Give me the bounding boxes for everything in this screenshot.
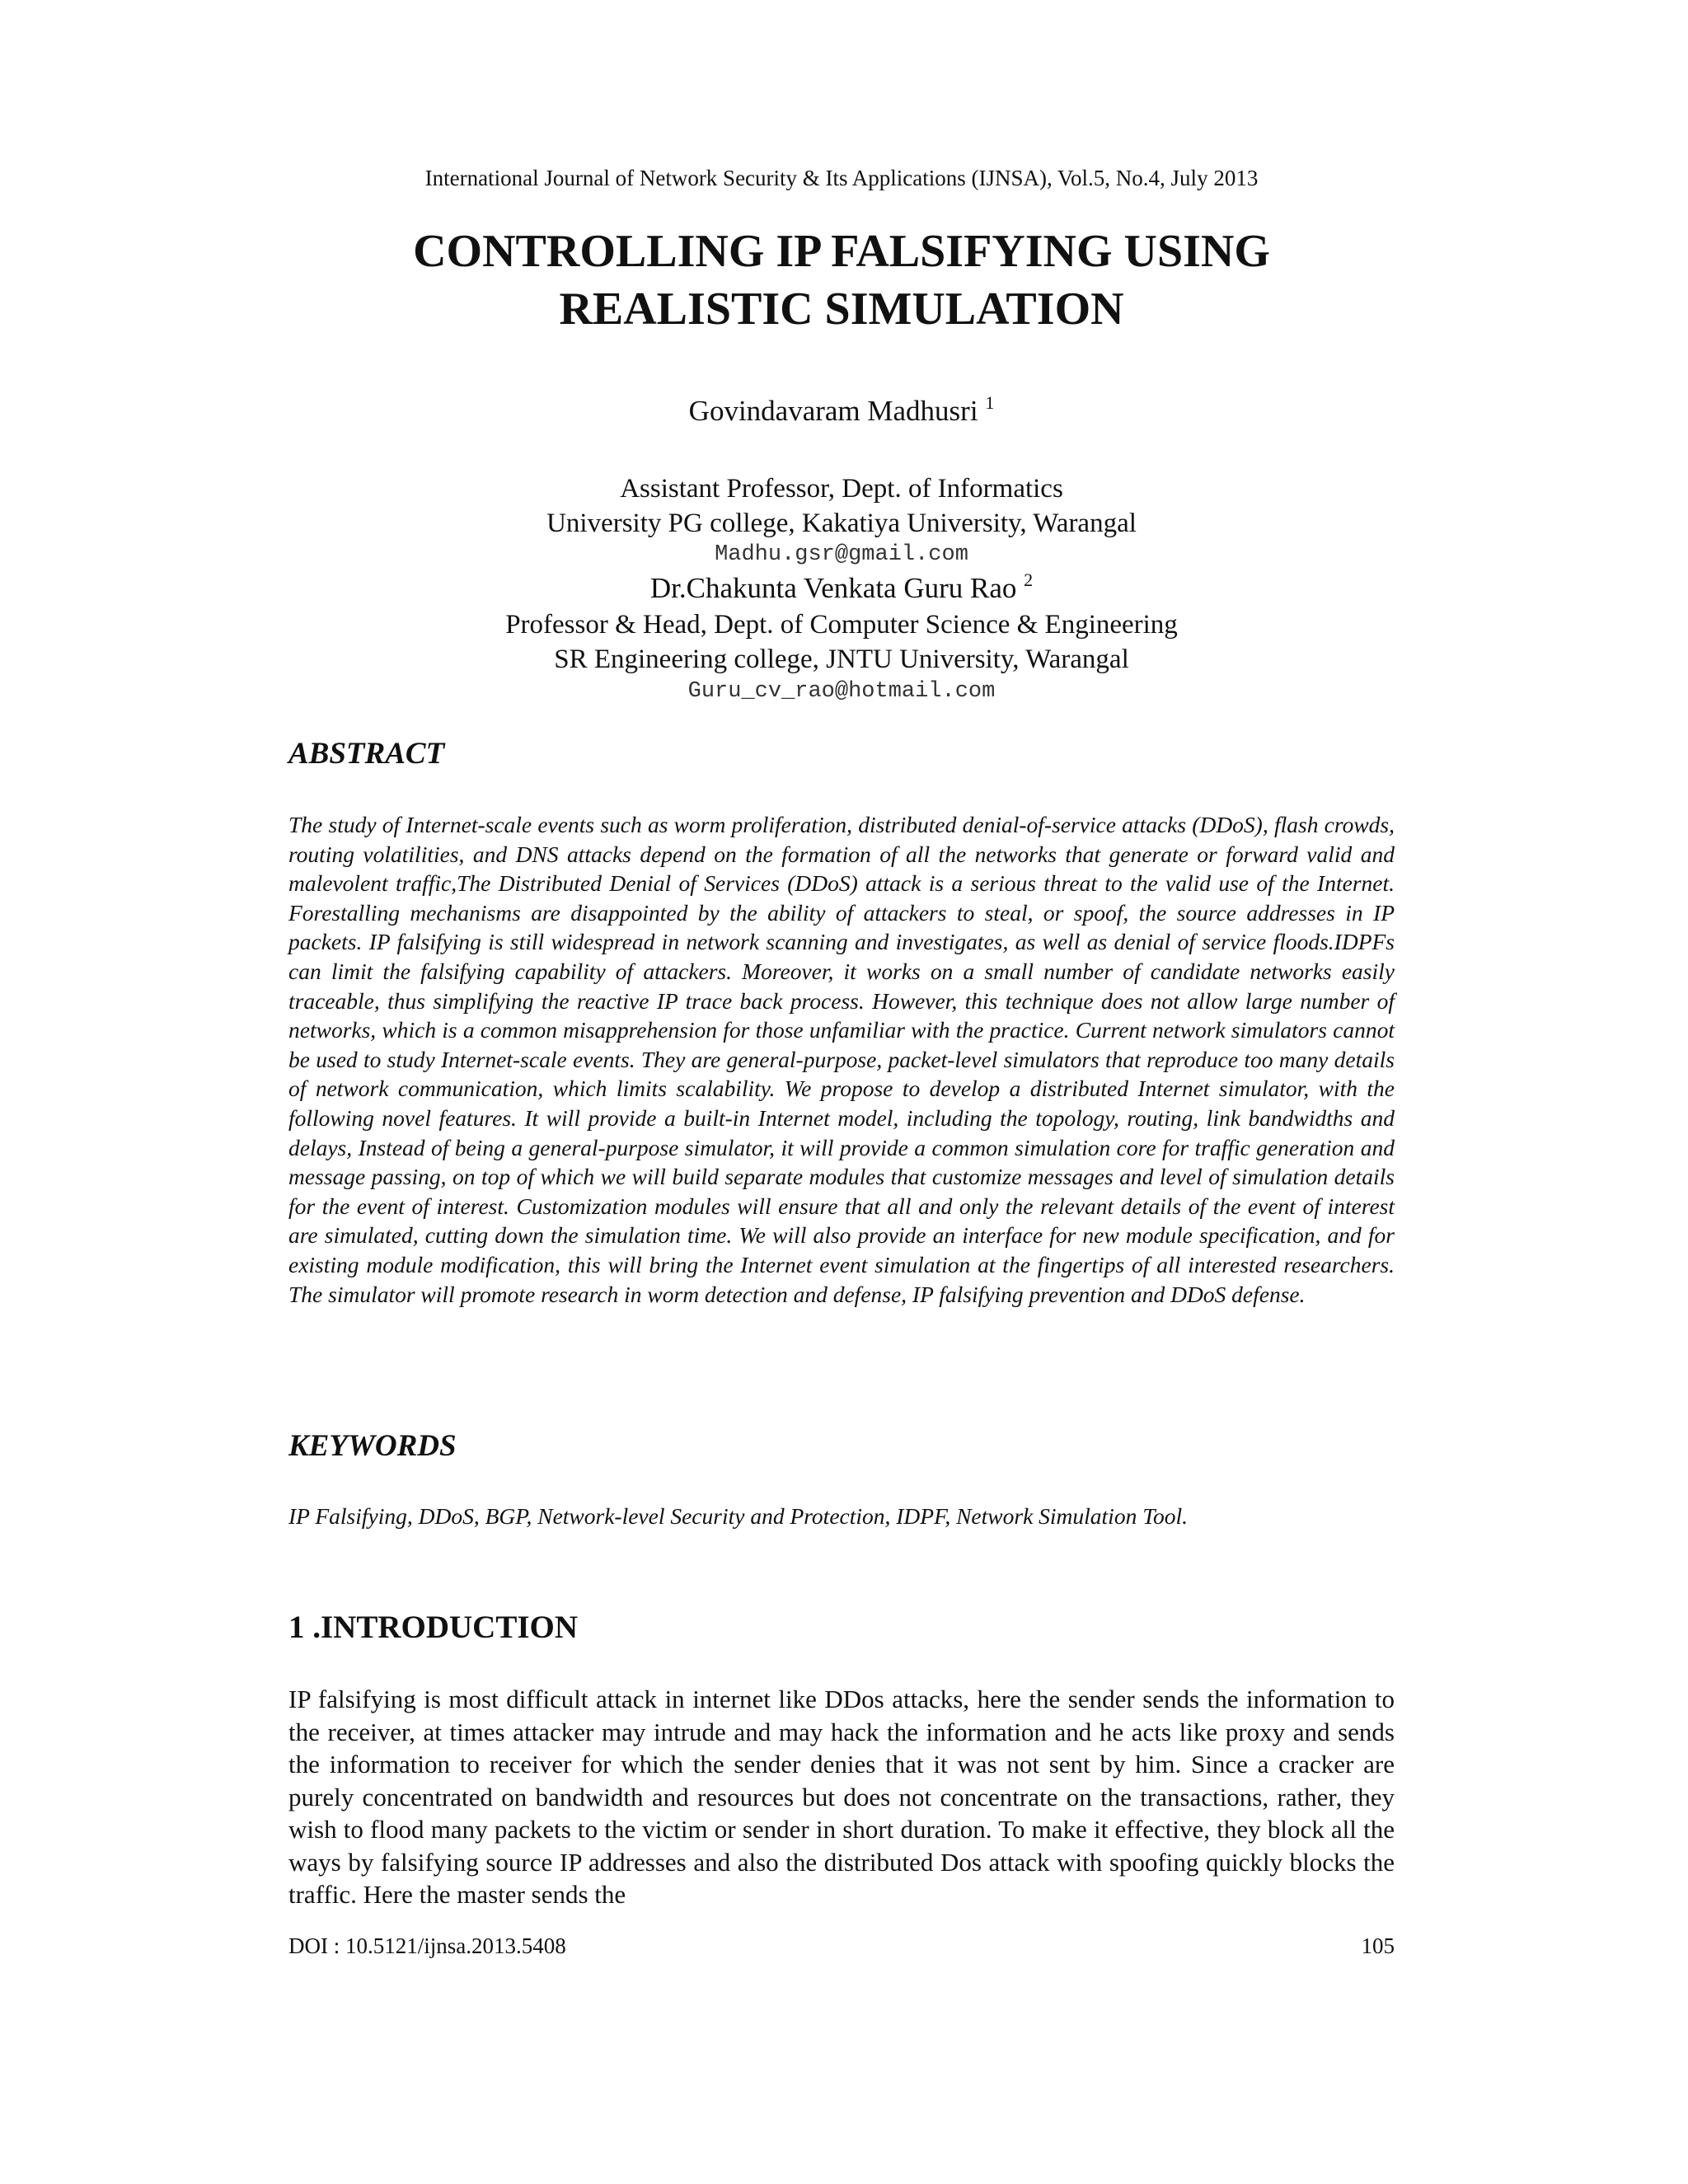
author-2-marker: 2: [1024, 569, 1034, 590]
author-1-name: [288, 393, 1395, 429]
abstract-heading: ABSTRACT: [288, 737, 445, 771]
author-2-name: [288, 570, 1395, 607]
paper-title-line-1: CONTROLLING IP FALSIFYING USING: [413, 226, 1270, 277]
author-1-email: Madhu.gsr@gmail.com: [715, 542, 968, 567]
author-1-name-text: Govindavaram Madhusri: [688, 395, 978, 427]
running-header: International Journal of Network Security & Its Applications (IJNSA), Vol.5, No.4, July 2013: [424, 166, 1259, 190]
doi-link[interactable]: DOI : 10.5121/ijnsa.2013.5408: [288, 1933, 566, 1958]
keywords-text: IP Falsifying, DDoS, BGP, Network-level Security and Protection, IDPF, Network Simulation Tool.: [288, 1503, 1188, 1529]
author-2-affiliation-line-1: Professor & Head, Dept. of Computer Science & Engineering: [505, 610, 1178, 640]
keywords-heading: KEYWORDS: [288, 1429, 457, 1463]
paper-title: [288, 223, 1395, 338]
paper-page: [288, 0, 1395, 2184]
abstract-text: The study of Internet-scale events such as worm proliferation, distributed denial-of-service attacks (DDoS), flash crowds, routing volatilities, and DNS attacks depend on the formation of all the networks that generate or forward valid and malevolent traffic,The Distributed Denial of Services (DDoS) attack is a serious threat to the valid use of the Internet. Forestalling mechanisms are disappointed by the ability of attackers to steal, or spoof, the source addresses in IP packets. IP falsifying is still widespread in network scanning and investigates, as well as denial of service floods.IDPFs can limit the falsifying capability of attackers. Moreover, it works on a small number of candidate networks easily traceable, thus simplifying the reactive IP trace back process. However, this technique does not allow large number of networks, which is a common misapprehension for those unfamiliar with the practice. Current network simulators cannot be used to study Internet-scale events. They are general-purpose, packet-level simulators that reproduce too many details of network communication, which limits scalability. We propose to develop a distributed Internet simulator, with the following novel features. It will provide a built-in Internet model, including the topology, routing, link bandwidths and delays, Instead of being a general-purpose simulator, it will provide a common simulation core for traffic generation and message passing, on top of which we will build separate modules that customize messages and level of simulation details for the event of interest. Customization modules will ensure that all and only the relevant details of the event of interest are simulated, cutting down the simulation time. We will also provide an interface for new module specification, and for existing module modification, this will bring the Internet event simulation at the fingertips of all interested researchers. The simulator will promote research in worm detection and defense, IP falsifying prevention and DDoS defense.: [288, 812, 1395, 1307]
author-2-affiliation-line-2: SR Engineering college, JNTU University, Warangal: [554, 644, 1129, 674]
author-1-affiliation-line-1: Assistant Professor, Dept. of Informatics: [620, 474, 1063, 504]
page-number: 105: [1361, 1933, 1395, 1958]
introduction-heading: 1 .INTRODUCTION: [288, 1610, 579, 1645]
introduction-text: IP falsifying is most difficult attack in internet like DDos attacks, here the sender sends the information to the receiver, at times attacker may intrude and may hack the information and he acts like proxy and sends the information to receiver for which the sender denies that it was not sent by him. Since a cracker are purely concentrated on bandwidth and resources but does not concentrate on the transactions, rather, they wish to flood many packets to the victim or sender in short duration. To make it effective, they block all the ways by falsifying source IP addresses and also the distributed Dos attack with spoofing quickly blocks the traffic. Here the master sends the: [288, 1685, 1395, 1909]
author-1-affiliation-line-2: University PG college, Kakatiya University, Warangal: [546, 509, 1137, 538]
author-1-marker: 1: [985, 392, 995, 413]
author-2-email: Guru_cv_rao@hotmail.com: [687, 679, 996, 704]
author-2-name-text: Dr.Chakunta Venkata Guru Rao: [649, 572, 1017, 604]
paper-title-line-2: REALISTIC SIMULATION: [559, 284, 1124, 335]
